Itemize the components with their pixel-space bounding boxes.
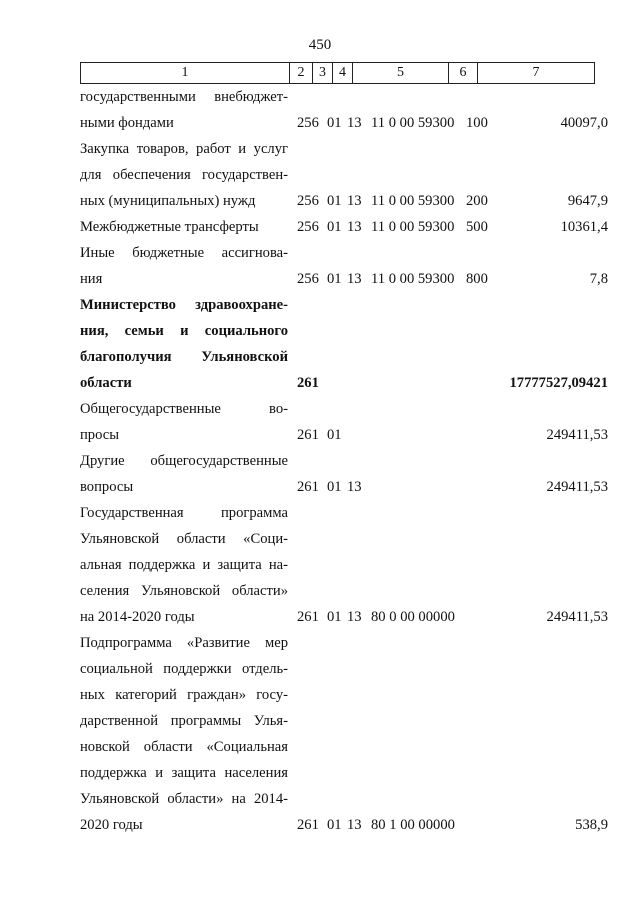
column-header-7: 7 <box>478 63 595 84</box>
cell-c7: 538,9 <box>575 817 608 833</box>
cell-c7: 249411,53 <box>546 609 608 625</box>
cell-c5: 11 0 00 59300 <box>371 271 455 287</box>
column-header-1: 1 <box>81 63 290 84</box>
cell-c2: 261 <box>297 479 319 495</box>
table-row <box>0 500 640 630</box>
cell-c2: 261 <box>297 427 319 443</box>
description-line: для обеспечения государствен- <box>80 167 288 183</box>
table-row <box>0 396 640 448</box>
row-description <box>80 240 288 292</box>
page-number: 450 <box>308 37 332 53</box>
table-row <box>0 630 640 838</box>
table-row <box>0 84 640 136</box>
cell-c3: 01 <box>327 193 342 209</box>
row-description <box>80 136 288 214</box>
cell-c7: 7,8 <box>589 271 608 287</box>
cell-c6: 800 <box>466 271 488 287</box>
row-description <box>80 214 288 240</box>
cell-c4: 13 <box>347 817 362 833</box>
description-line: поддержка и защита населения <box>80 765 288 781</box>
cell-c7: 249411,53 <box>546 427 608 443</box>
cell-c6: 100 <box>466 115 488 131</box>
description-line: Другие общегосударственные <box>80 453 288 469</box>
column-header-3: 3 <box>313 63 333 84</box>
cell-c2: 256 <box>297 219 319 235</box>
cell-c4: 13 <box>347 115 362 131</box>
description-line: ния <box>80 271 103 287</box>
cell-c2: 256 <box>297 193 319 209</box>
description-line: Общегосударственные во- <box>80 401 288 417</box>
table-row <box>0 448 640 500</box>
cell-c4: 13 <box>347 479 362 495</box>
table-row <box>0 214 640 240</box>
cell-c4: 13 <box>347 219 362 235</box>
cell-c3: 01 <box>327 817 342 833</box>
cell-c6: 200 <box>466 193 488 209</box>
row-description <box>80 292 288 396</box>
description-line: Министерство здравоохране- <box>80 297 288 313</box>
cell-c2: 256 <box>297 271 319 287</box>
description-line: селения Ульяновской области» <box>80 583 288 599</box>
cell-c3: 01 <box>327 609 342 625</box>
cell-c7: 9647,9 <box>567 193 608 209</box>
cell-c3: 01 <box>327 115 342 131</box>
cell-c5: 11 0 00 59300 <box>371 193 455 209</box>
cell-c7: 10361,4 <box>560 219 608 235</box>
description-line: социальной поддержки отдель- <box>80 661 288 677</box>
column-header-table <box>80 62 595 84</box>
cell-c2: 261 <box>297 817 319 833</box>
table-row <box>0 292 640 396</box>
description-line: государственными внебюджет- <box>80 89 288 105</box>
column-header-4: 4 <box>333 63 353 84</box>
cell-c5: 80 1 00 00000 <box>371 817 455 833</box>
description-line: вопросы <box>80 479 134 495</box>
cell-c6: 500 <box>466 219 488 235</box>
budget-table-body <box>0 84 640 838</box>
description-line: ных (муниципальных) нужд <box>80 193 256 209</box>
description-line: ными фондами <box>80 115 174 131</box>
description-line: дарственной программы Улья- <box>80 713 288 729</box>
description-line: на 2014-2020 годы <box>80 609 195 625</box>
description-line: Ульяновской области «Соци- <box>80 531 288 547</box>
description-line: ния, семьи и социального <box>80 323 288 339</box>
column-header-6: 6 <box>449 63 478 84</box>
description-line: Подпрограмма «Развитие мер <box>80 635 288 651</box>
description-line: Ульяновской области» на 2014- <box>80 791 288 807</box>
row-description <box>80 500 288 630</box>
cell-c7: 40097,0 <box>560 115 608 131</box>
description-line: новской области «Социальная <box>80 739 288 755</box>
cell-c5: 11 0 00 59300 <box>371 219 455 235</box>
cell-c3: 01 <box>327 479 342 495</box>
cell-c2: 261 <box>297 375 319 391</box>
description-line: области <box>80 375 132 391</box>
row-description <box>80 396 288 448</box>
cell-c7: 17777527,09421 <box>509 375 608 391</box>
description-line: благополучия Ульяновской <box>80 349 288 365</box>
cell-c3: 01 <box>327 271 342 287</box>
cell-c2: 256 <box>297 115 319 131</box>
row-description <box>80 448 288 500</box>
description-line: Государственная программа <box>80 505 288 521</box>
description-line: 2020 годы <box>80 817 143 833</box>
cell-c7: 249411,53 <box>546 479 608 495</box>
cell-c4: 13 <box>347 609 362 625</box>
description-line: ных категорий граждан» госу- <box>80 687 288 703</box>
cell-c5: 11 0 00 59300 <box>371 115 455 131</box>
description-line: Закупка товаров, работ и услуг <box>80 141 288 157</box>
description-line: Иные бюджетные ассигнова- <box>80 245 288 261</box>
row-description <box>80 630 288 838</box>
cell-c5: 80 0 00 00000 <box>371 609 455 625</box>
cell-c4: 13 <box>347 193 362 209</box>
cell-c4: 13 <box>347 271 362 287</box>
description-line: просы <box>80 427 120 443</box>
cell-c3: 01 <box>327 427 342 443</box>
cell-c2: 261 <box>297 609 319 625</box>
table-row <box>0 136 640 214</box>
column-header-5: 5 <box>353 63 449 84</box>
column-header-2: 2 <box>290 63 313 84</box>
table-row <box>0 240 640 292</box>
row-description <box>80 84 288 136</box>
description-line: альная поддержка и защита на- <box>80 557 288 573</box>
cell-c3: 01 <box>327 219 342 235</box>
description-line: Межбюджетные трансферты <box>80 219 259 235</box>
